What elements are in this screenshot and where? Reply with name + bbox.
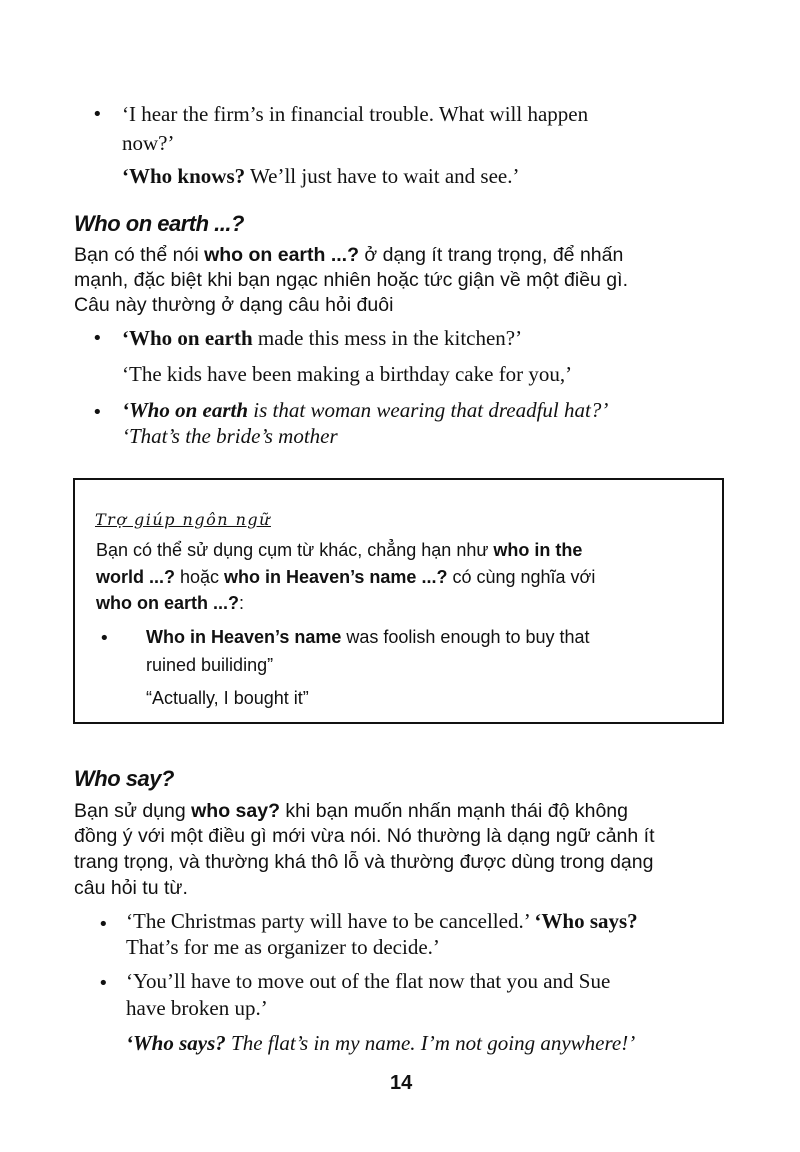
reply-bold: ‘Who knows? (122, 164, 246, 188)
example-2: ‘You’ll have to move out of the flat now that you and Sue (126, 969, 611, 993)
term: Who in Heaven’s name (146, 627, 342, 647)
text: made this mess in the kitchen?’ (252, 326, 523, 350)
quote-line-2: now?’ (122, 131, 175, 155)
page-number: 14 (390, 1072, 413, 1094)
term: who on earth ...? (96, 593, 239, 613)
example-1-reply: ‘The kids have been making a birthday cake for you,’ (122, 362, 573, 386)
bullet-icon: • (99, 628, 110, 649)
example-2-reply (126, 1029, 635, 1058)
para-line-1 (74, 799, 628, 825)
bullet-icon: • (98, 914, 109, 935)
term: ‘Who on earth (122, 326, 253, 350)
term: who in Heaven’s name ...? (224, 567, 448, 587)
example-2-line-2: have broken up.’ (126, 996, 268, 1020)
box-example (146, 624, 590, 650)
box-example-reply: “Actually, I bought it” (146, 688, 309, 708)
quote-reply (122, 162, 519, 191)
quote-line-1: ‘I hear the firm’s in financial trouble. What will happen (122, 102, 589, 126)
text: was foolish enough to buy that (341, 627, 590, 647)
para-line-1 (74, 243, 623, 269)
text: ở dạng ít trang trọng, để nhấn (359, 244, 624, 266)
box-line-3 (96, 590, 244, 616)
term: ‘Who on earth (122, 398, 249, 422)
box-line-1 (96, 537, 582, 563)
example-2-reply: ‘That’s the bride’s mother (122, 424, 338, 448)
bullet-icon: • (92, 104, 103, 125)
term: who say? (191, 800, 280, 822)
text: The flat’s in my name. I’m not going anywhere!’ (225, 1031, 636, 1055)
bullet-icon: • (98, 973, 109, 994)
para-line-2: đồng ý với một điều gì mới vừa nói. Nó thường là dạng ngữ cảnh ít (74, 825, 655, 847)
example-1-line-2: That’s for me as organizer to decide.’ (126, 935, 440, 959)
section-heading-who-say: Who say? (74, 766, 174, 791)
box-title: Trợ giúp ngôn ngữ (95, 510, 271, 529)
bullet-icon: • (92, 328, 103, 349)
term: who on earth ...? (204, 244, 360, 266)
para-line-3: trang trọng, và thường khá thô lỗ và thường được dùng trong dạng (74, 851, 654, 873)
para-line-3: Câu này thường ở dạng câu hỏi đuôi (74, 294, 394, 316)
term: ‘Who says? (126, 1031, 226, 1055)
language-help-box (73, 478, 724, 724)
text: khi bạn muốn nhấn mạnh thái độ không (280, 800, 629, 822)
term: who in the (493, 540, 583, 560)
box-line-2 (96, 564, 595, 590)
text: is that woman wearing that dreadful hat?’ (248, 398, 609, 422)
text: hoặc (175, 567, 225, 587)
text: có cùng nghĩa với (447, 567, 596, 587)
text: Bạn có thể sử dụng cụm từ khác, chẳng hạn như (96, 540, 494, 560)
text: ‘The Christmas party will have to be cancelled.’ (126, 909, 535, 933)
text: : (239, 593, 245, 613)
bullet-icon: • (92, 402, 103, 423)
text: Bạn sử dụng (74, 800, 192, 822)
section-heading-who-on-earth: Who on earth ...? (74, 211, 244, 236)
term: world ...? (96, 567, 175, 587)
term: ‘Who says? (534, 909, 638, 933)
example-2 (122, 396, 608, 425)
box-example-line-2: ruined builiding” (146, 655, 274, 675)
para-line-2: mạnh, đặc biệt khi bạn ngạc nhiên hoặc tức giận về một điều gì. (74, 269, 628, 291)
reply-rest: We’ll just have to wait and see.’ (245, 164, 520, 188)
example-1 (122, 324, 522, 353)
text: Bạn có thể nói (74, 244, 205, 266)
para-line-4: câu hỏi tu từ. (74, 877, 188, 899)
example-1 (126, 907, 638, 936)
